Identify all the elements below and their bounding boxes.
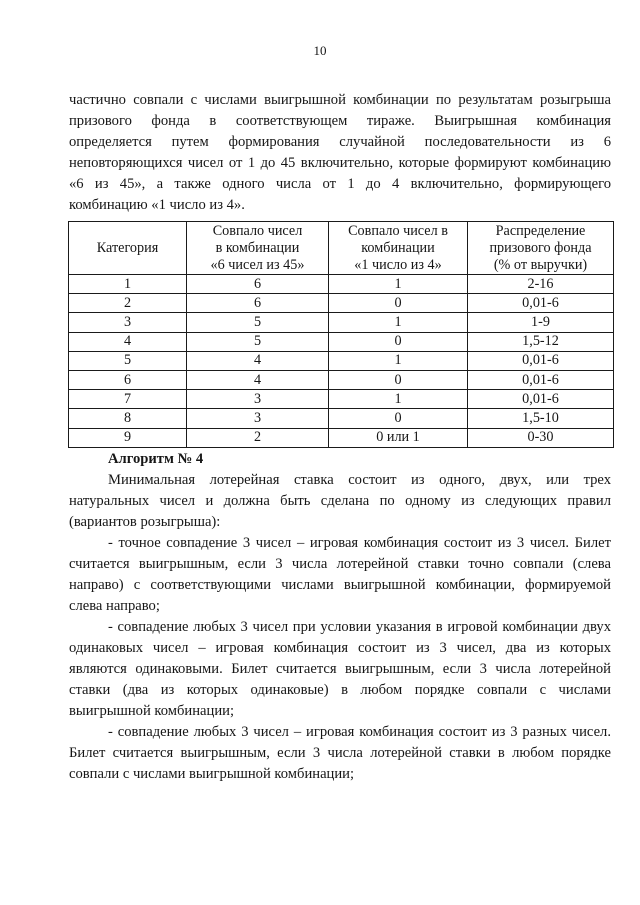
cell-matched-6-of-45: 4 xyxy=(187,370,329,389)
intro-line: призового фонда в соответствующем тираже. Выигрышная комбинация xyxy=(69,113,611,129)
cell-matched-6-of-45: 2 xyxy=(187,428,329,447)
cell-category: 4 xyxy=(69,332,187,351)
prize-distribution-table xyxy=(68,221,614,448)
cell-prize-share: 0,01-6 xyxy=(468,351,614,370)
header-prize-distribution xyxy=(468,222,614,275)
cell-matched-1-of-4: 1 xyxy=(329,313,468,332)
cell-category: 9 xyxy=(69,428,187,447)
cell-matched-1-of-4: 0 xyxy=(329,409,468,428)
table-row xyxy=(69,390,614,409)
cell-category: 2 xyxy=(69,294,187,313)
algorithm-heading: Алгоритм № 4 xyxy=(108,451,204,467)
body-line: - совпадение любых 3 чисел – игровая комбинация состоит из 3 разных чисел. xyxy=(108,724,611,740)
intro-line: определяется путем формирования случайной последовательности из 6 xyxy=(69,134,611,150)
body-line: слева направо; xyxy=(69,598,160,614)
header-line: призового фонда xyxy=(489,239,592,256)
cell-matched-6-of-45: 6 xyxy=(187,294,329,313)
cell-matched-6-of-45: 5 xyxy=(187,313,329,332)
body-line: (вариантов розыгрыша): xyxy=(69,514,221,530)
header-line: Совпало чисел xyxy=(212,222,303,239)
body-line: одинаковых чисел – игровая комбинация состоит из 3 чисел, два из которых xyxy=(69,640,611,656)
cell-matched-1-of-4: 1 xyxy=(329,275,468,294)
cell-matched-6-of-45: 3 xyxy=(187,409,329,428)
intro-line: частично совпали с числами выигрышной комбинации по результатам розыгрыша xyxy=(69,92,611,108)
cell-matched-1-of-4: 0 xyxy=(329,332,468,351)
table-row xyxy=(69,313,614,332)
cell-matched-1-of-4: 1 xyxy=(329,351,468,370)
header-line: Совпало чисел в xyxy=(348,222,448,239)
cell-matched-6-of-45: 5 xyxy=(187,332,329,351)
cell-prize-share: 0,01-6 xyxy=(468,370,614,389)
body-line: Билет считается выигрышным, если 3 числа лотерейной ставки в любом порядке xyxy=(69,745,611,761)
header-line: Распределение xyxy=(495,222,586,239)
body-line: - точное совпадение 3 чисел – игровая комбинация состоит из 3 чисел. Билет xyxy=(108,535,611,551)
table-header-row xyxy=(69,222,614,275)
cell-matched-6-of-45: 4 xyxy=(187,351,329,370)
cell-prize-share: 0-30 xyxy=(468,428,614,447)
cell-prize-share: 2-16 xyxy=(468,275,614,294)
cell-matched-6-of-45: 3 xyxy=(187,390,329,409)
header-line: в комбинации xyxy=(215,239,300,256)
body-line: являются одинаковыми. Билет считается выигрышным, если 3 числа лотерейной xyxy=(69,661,611,677)
table-row xyxy=(69,294,614,313)
table-row xyxy=(69,370,614,389)
body-line: считается выигрышным, если 3 числа лотерейной ставки точно совпали (слева xyxy=(69,556,611,572)
cell-category: 5 xyxy=(69,351,187,370)
cell-prize-share: 1-9 xyxy=(468,313,614,332)
cell-prize-share: 1,5-10 xyxy=(468,409,614,428)
body-line: натуральных чисел и должна быть сделана по одному из следующих правил xyxy=(69,493,611,509)
header-matched-1-of-4 xyxy=(329,222,468,275)
cell-category: 7 xyxy=(69,390,187,409)
table-row xyxy=(69,428,614,447)
cell-matched-1-of-4: 0 или 1 xyxy=(329,428,468,447)
body-line: ставки (два из которых одинаковые) в любом порядке совпали с числами xyxy=(69,682,611,698)
cell-category: 6 xyxy=(69,370,187,389)
cell-matched-6-of-45: 6 xyxy=(187,275,329,294)
header-line: (% от выручки) xyxy=(493,256,588,273)
body-line: совпали с числами выигрышной комбинации; xyxy=(69,766,355,782)
intro-line: комбинацию «1 число из 4». xyxy=(69,197,245,213)
cell-prize-share: 0,01-6 xyxy=(468,390,614,409)
cell-matched-1-of-4: 0 xyxy=(329,370,468,389)
header-line: «6 чисел из 45» xyxy=(210,256,305,273)
page-number: 10 xyxy=(313,43,327,58)
header-line: комбинации xyxy=(361,239,435,256)
header-line: «1 число из 4» xyxy=(354,256,442,273)
cell-matched-1-of-4: 0 xyxy=(329,294,468,313)
table-row xyxy=(69,409,614,428)
body-line: направо) с соответствующими числами выигрышной комбинации, формируемой xyxy=(69,577,611,593)
header-category xyxy=(69,222,187,275)
table-row xyxy=(69,332,614,351)
body-line: - совпадение любых 3 чисел при условии указания в игровой комбинации двух xyxy=(108,619,611,635)
cell-category: 1 xyxy=(69,275,187,294)
cell-category: 8 xyxy=(69,409,187,428)
cell-prize-share: 0,01-6 xyxy=(468,294,614,313)
intro-line: «6 из 45», а также одного числа от 1 до 4 включительно, формирующего xyxy=(69,176,611,192)
header-matched-6-of-45 xyxy=(187,222,329,275)
table-row xyxy=(69,351,614,370)
body-line: выигрышной комбинации; xyxy=(69,703,235,719)
header-line: Категория xyxy=(96,239,159,256)
body-line: Минимальная лотерейная ставка состоит из одного, двух, или трех xyxy=(108,472,611,488)
cell-matched-1-of-4: 1 xyxy=(329,390,468,409)
cell-category: 3 xyxy=(69,313,187,332)
cell-prize-share: 1,5-12 xyxy=(468,332,614,351)
table-row xyxy=(69,275,614,294)
intro-line: неповторяющихся чисел от 1 до 45 включительно, которые формируют комбинацию xyxy=(69,155,611,171)
